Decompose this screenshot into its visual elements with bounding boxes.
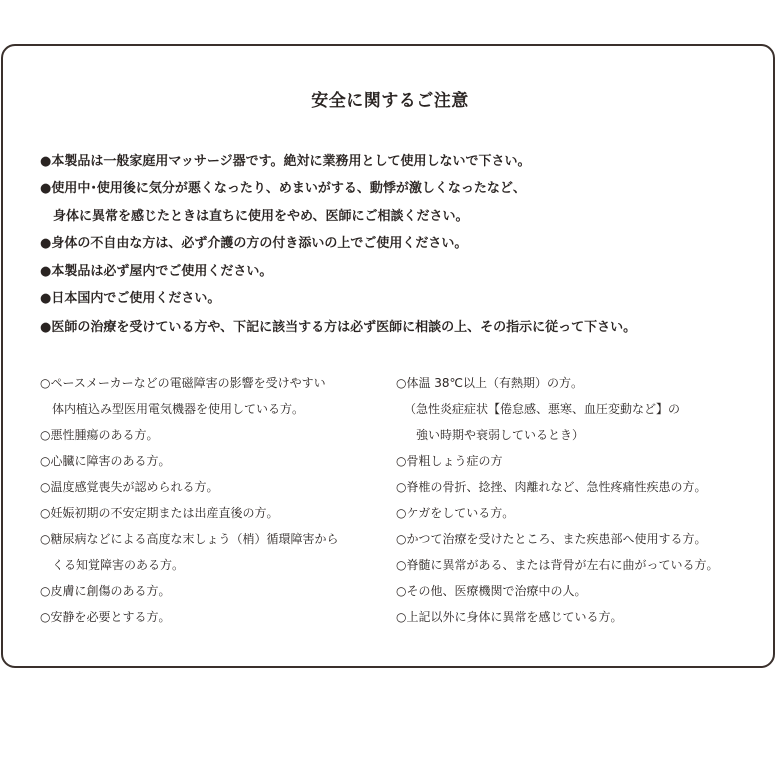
right-list-item: ○その他、医療機関で治療中の人。 (396, 584, 587, 598)
notice-line: ●日本国内でご使用ください。 (40, 291, 221, 306)
right-list-item: 強い時期や衰弱しているとき） (404, 428, 585, 442)
notice-line: 身体に異常を感じたときは直ちに使用をやめ、医師にご相談ください。 (40, 209, 469, 224)
notice-line: ●医師の治療を受けている方や、下記に該当する方は必ず医師に相談の上、その指示に従って下さい。 (40, 320, 637, 335)
notice-line: ●使用中･使用後に気分が悪くなったり、めまいがする、動悸が激しくなったなど、 (40, 181, 526, 196)
right-list-item: ○脊髄に異常がある、または背骨が左右に曲がっている方。 (396, 558, 719, 572)
left-list-item: ○皮膚に創傷のある方。 (40, 584, 171, 598)
left-list-item: ○悪性腫瘍のある方。 (40, 428, 159, 442)
right-list-item: ○ケガをしている方。 (396, 506, 515, 520)
right-list-item: ○体温 38℃以上（有熱期）の方。 (396, 376, 584, 390)
left-list-item: 体内植込み型医用電気機器を使用している方。 (40, 402, 305, 416)
left-list-item: ○温度感覚喪失が認められる方。 (40, 480, 219, 494)
left-list-item: ○ペースメーカーなどの電磁障害の影響を受けやすい (40, 376, 326, 390)
notice-line: ●本製品は一般家庭用マッサージ器です。絶対に業務用として使用しないで下さい。 (40, 154, 531, 169)
page-title: 安全に関するご注意 (311, 91, 469, 111)
left-list-item: ○安静を必要とする方。 (40, 610, 171, 624)
right-list-item: ○上記以外に身体に異常を感じている方。 (396, 610, 623, 624)
safety-notice-panel (1, 44, 775, 668)
left-list-item: ○妊娠初期の不安定期または出産直後の方。 (40, 506, 279, 520)
left-list-item: ○糖尿病などによる高度な末しょう（梢）循環障害から (40, 532, 339, 546)
right-list-item: （急性炎症症状【倦怠感、悪寒、血圧変動など】の (404, 402, 681, 416)
right-list-item: ○脊椎の骨折、捻挫、肉離れなど、急性疼痛性疾患の方。 (396, 480, 707, 494)
notice-line: ●本製品は必ず屋内でご使用ください。 (40, 264, 273, 279)
left-list-item: くる知覚障害のある方。 (40, 558, 185, 572)
right-list-item: ○骨粗しょう症の方 (396, 454, 503, 468)
left-list-item: ○心臓に障害のある方。 (40, 454, 171, 468)
right-list-item: ○かつて治療を受けたところ、また疾患部へ使用する方。 (396, 532, 707, 546)
notice-line: ●身体の不自由な方は、必ず介護の方の付き添いの上でご使用ください。 (40, 236, 468, 251)
